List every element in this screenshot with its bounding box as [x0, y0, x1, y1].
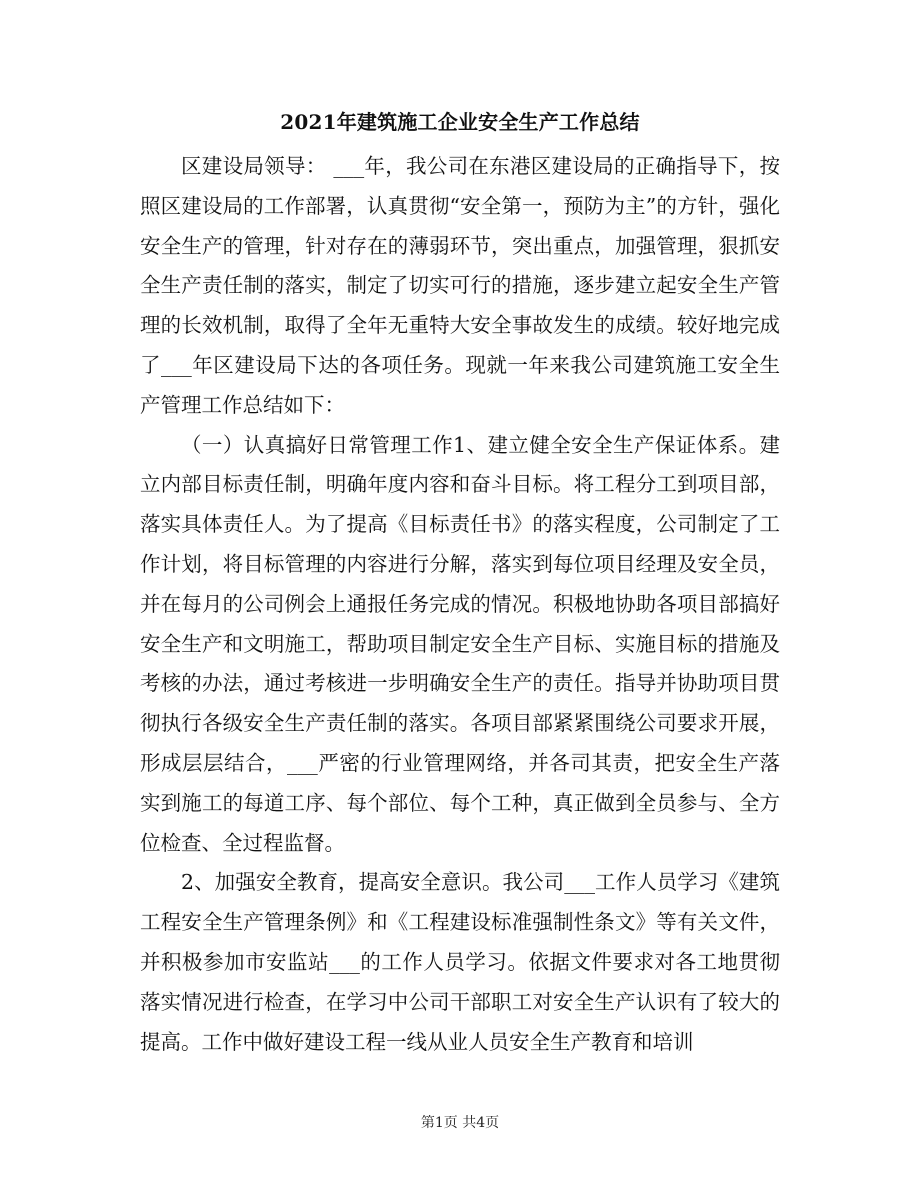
document-body — [140, 147, 780, 1062]
page-footer: 第1页 共4页 — [420, 1115, 500, 1131]
paragraph-2: （一）认真搞好日常管理工作1、建立健全安全生产保证体系。建立内部目标责任制，明确年度内容和奋斗目标。将工程分工到项目部，落实具体责任人。为了提高《目标责任书》的落实程度，公司制定了工作计划，将目标管理的内容进行分解，落实到每位项目经理及安全员，并在每月的公司例会上通报任务完成的情况。积极地协助各项目部搞好安全生产和文明施工，帮助项目制定安全生产目标、实施目标的措施及考核的办法，通过考核进一步明确安全生产的责任。指导并协助项目贯彻执行各级安全生产责任制的落实。各项目部紧紧围绕公司要求开展，形成层层结合，___严密的行业管理网络，并各司其责，把安全生产落实到施工的每道工序、每个部位、每个工种，真正做到全员参与、全方位检查、全过程监督。 — [140, 432, 780, 855]
document-title: 2021年建筑施工企业安全生产工作总结 — [280, 110, 640, 134]
paragraph-3: 2、加强安全教育，提高安全意识。我公司___工作人员学习《建筑工程安全生产管理条例》和《工程建设标准强制性条文》等有关文件，并积极参加市安监站___的工作人员学习。依据文件要求对各工地贯彻落实情况进行检查，在学习中公司干部职工对安全生产认识有了较大的提高。工作中做好建设工程一线从业人员安全生产教育和培训 — [140, 870, 780, 1054]
paragraph-1: 区建设局领导： ___年，我公司在东港区建设局的正确指导下，按照区建设局的工作部署，认真贯彻“安全第一，预防为主”的方针，强化安全生产的管理，针对存在的薄弱环节，突出重点，加强管理，狠抓安全生产责任制的落实，制定了切实可行的措施，逐步建立起安全生产管理的长效机制，取得了全年无重特大安全事故发生的成绩。较好地完成了___年区建设局下达的各项任务。现就一年来我公司建筑施工安全生产管理工作总结如下： — [140, 154, 780, 417]
